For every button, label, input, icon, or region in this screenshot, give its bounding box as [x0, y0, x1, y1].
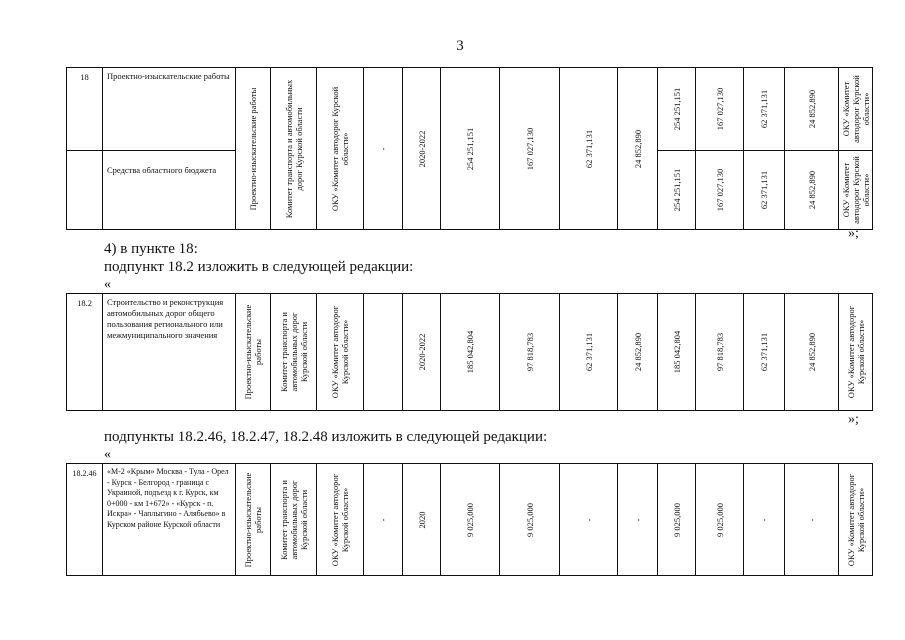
regional-2021-budget: 62 371,131 — [759, 170, 769, 210]
customer: Комитет транспорта и автомобильных дорог Курской области — [278, 479, 309, 560]
amount-2022: 24 852,890 — [632, 332, 643, 372]
regional-2020: 97 818,783 — [714, 332, 725, 372]
regional-2021: 62 371,131 — [759, 332, 769, 372]
opening-quote: « — [104, 277, 111, 292]
regional-2022: - — [806, 518, 817, 521]
amount-2021: - — [583, 518, 594, 521]
amount-2020: 167 027,130 — [524, 127, 535, 170]
amount-2021: 62 371,131 — [583, 129, 594, 168]
executor: ОКУ «Комитет автодорог Курской области» — [330, 473, 350, 566]
amount-2022: - — [632, 518, 643, 521]
customer: Комитет транспорта и автомобильных дорог Курской области — [283, 79, 304, 218]
item-name: «М-2 «Крым» Москва - Тула - Орел - Курск - Белгород - граница с Украиной, подъезд к г. Курск, км 0+000 - км 1+672» - «Курск - п. Искра» - Чаплыгино - Алябьево» в Курском районе Курской области — [103, 464, 236, 576]
regional-2022: 24 852,890 — [806, 89, 817, 129]
dash-cell: - — [378, 518, 388, 521]
regional-2021: - — [759, 518, 769, 521]
work-type: Проектно-изыскательские работы — [248, 87, 258, 210]
page-number: 3 — [456, 38, 464, 54]
regional-total: 185 042,804 — [671, 330, 682, 374]
total-amount: 185 042,804 — [465, 330, 475, 374]
item-number: 18.2 — [67, 294, 103, 411]
responsible: ОКУ «Комитет автодорог Курской области» — [845, 473, 866, 566]
dash-cell: - — [378, 147, 388, 150]
opening-quote: « — [104, 447, 111, 462]
period: 2020-2022 — [416, 333, 427, 371]
work-type: Проектно-изыскательские работы — [243, 304, 263, 400]
total-amount: 9 025,000 — [465, 502, 475, 537]
funding-source: Средства областного бюджета — [103, 151, 236, 230]
responsible: ОКУ «Комитет автодорог Курской области» — [840, 75, 871, 143]
paragraph-sub-18-2-46: подпункты 18.2.46, 18.2.47, 18.2.48 изложить в следующей редакции: — [104, 429, 548, 445]
paragraph-item-4: 4) в пункте 18: — [104, 241, 198, 257]
executor: ОКУ «Комитет автодорог Курской области» — [330, 305, 350, 399]
item-name: Проектно-изыскательские работы — [103, 68, 236, 151]
closing-quote: »; — [848, 226, 859, 241]
responsible-budget: ОКУ «Комитет автодорог Курской области» — [840, 156, 871, 224]
regional-2020: 167 027,130 — [714, 87, 725, 131]
regional-2020-budget: 167 027,130 — [714, 168, 725, 212]
amount-2021: 62 371,131 — [583, 332, 594, 372]
regional-2022-budget: 24 852,890 — [806, 170, 817, 210]
regional-total: 254 251,151 — [671, 87, 682, 131]
amount-2020: 9 025,000 — [524, 502, 535, 537]
table-item-18 — [66, 67, 873, 230]
paragraph-sub-18-2: подпункт 18.2 изложить в следующей редакции: — [104, 259, 414, 275]
table-item-18-2-46 — [66, 463, 873, 576]
item-name: Строительство и реконструкция автомобильных дорог общего пользования регионального или межмуниципального значения — [103, 294, 236, 411]
total-amount: 254 251,151 — [465, 127, 475, 170]
period: 2020-2022 — [416, 130, 427, 167]
regional-2021: 62 371,131 — [759, 89, 769, 129]
table-item-18-2 — [66, 293, 873, 411]
regional-total: 9 025,000 — [671, 502, 682, 537]
closing-quote: »; — [848, 412, 859, 427]
item-number: 18 — [67, 68, 103, 151]
regional-total-budget: 254 251,151 — [671, 168, 682, 212]
amount-2020: 97 818,783 — [524, 332, 535, 372]
executor: ОКУ «Комитет автодорог Курской области» — [330, 86, 350, 211]
responsible: ОКУ «Комитет автодорог Курской области» — [845, 305, 866, 399]
work-type: Проектно-изыскательские работы — [243, 472, 263, 567]
amount-2022: 24 852,890 — [632, 129, 643, 168]
period: 2020 — [416, 511, 427, 528]
customer: Комитет транспорта и автомобильных дорог Курской области — [278, 312, 309, 392]
regional-2022: 24 852,890 — [806, 332, 817, 372]
regional-2020: 9 025,000 — [714, 502, 725, 537]
item-number: 18.2.46 — [67, 464, 103, 576]
